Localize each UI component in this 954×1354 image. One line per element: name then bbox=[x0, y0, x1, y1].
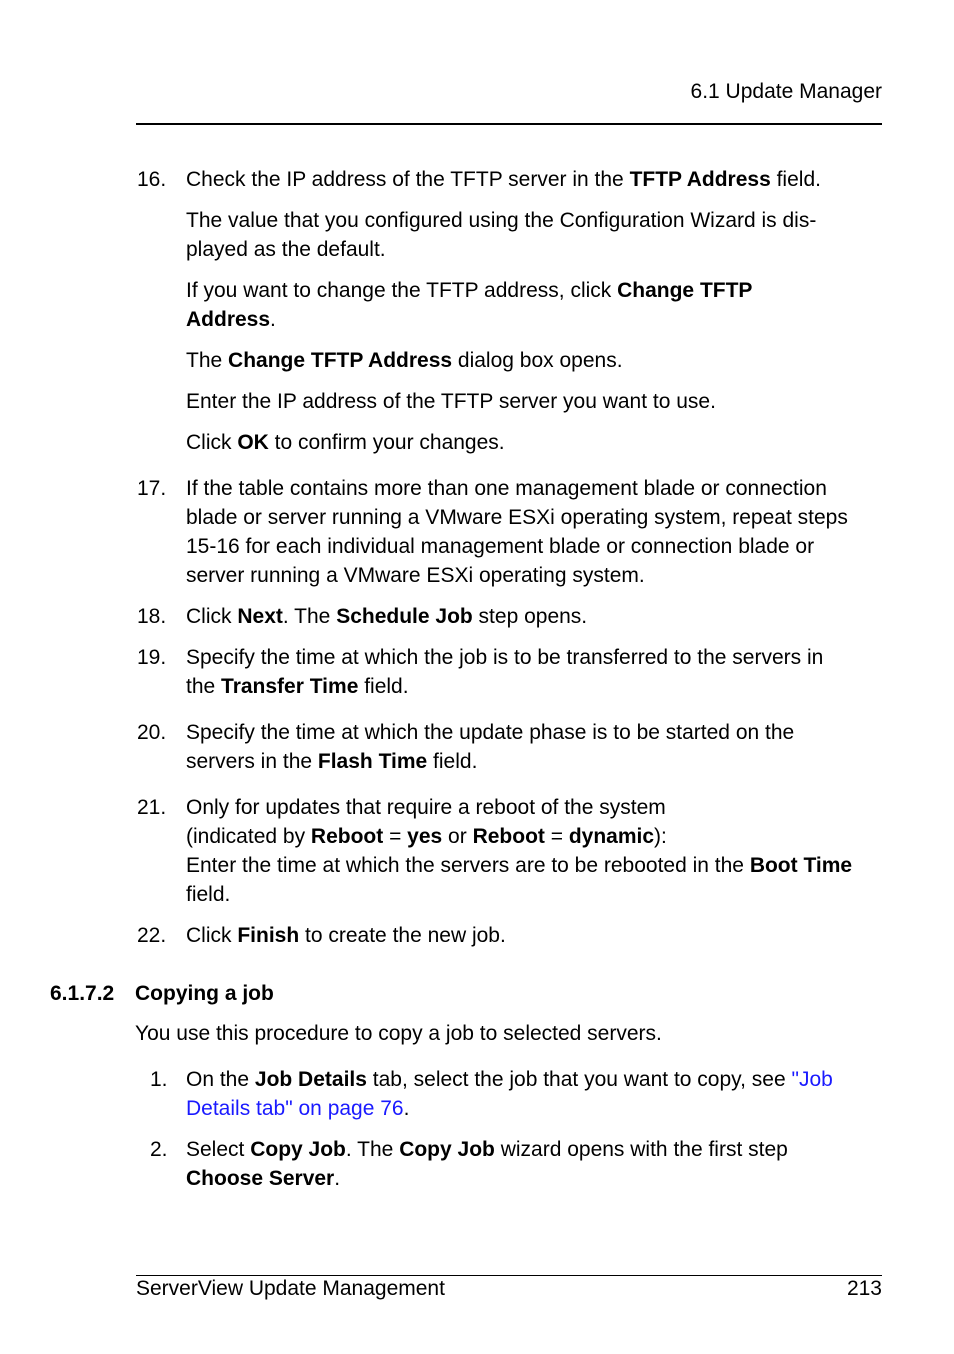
footer-product: ServerView Update Management bbox=[136, 1277, 445, 1300]
step-20-line: Specify the time at which the update phase is to be started on the bbox=[186, 721, 795, 744]
step-21-line: field. bbox=[186, 883, 231, 906]
step-16-detail-line: played as the default. bbox=[186, 238, 386, 261]
job-details-link[interactable]: "Job bbox=[791, 1068, 833, 1091]
step-21-line: Only for updates that require a reboot of the system bbox=[186, 796, 666, 819]
step-16-enter-line: Enter the IP address of the TFTP server you want to use. bbox=[186, 390, 716, 413]
page-number: 213 bbox=[846, 1277, 882, 1300]
step-17-line: 15-16 for each individual management blade or connection blade or bbox=[186, 535, 815, 558]
step-number: 17. bbox=[137, 477, 167, 500]
step-17-line: blade or server running a VMware ESXi operating system, repeat steps bbox=[186, 506, 848, 529]
step-17-line: If the table contains more than one management blade or connection bbox=[186, 477, 827, 500]
step-19-line: Specify the time at which the job is to be transferred to the servers in bbox=[186, 646, 824, 669]
section-heading bbox=[50, 979, 274, 1008]
step-number: 20. bbox=[137, 721, 167, 744]
job-details-link[interactable]: Details tab" on page 76 bbox=[186, 1097, 404, 1120]
step-16-change-line: If you want to change the TFTP address, click Change TFTP bbox=[186, 279, 753, 302]
step-number: 18. bbox=[137, 605, 167, 628]
step-19-line: the Transfer Time field. bbox=[186, 675, 409, 698]
copy-step-2-line: Select Copy Job. The Copy Job wizard opens with the first step bbox=[186, 1138, 788, 1161]
step-17-line: server running a VMware ESXi operating system. bbox=[186, 564, 645, 587]
step-number: 1. bbox=[150, 1068, 168, 1091]
step-number: 2. bbox=[150, 1138, 168, 1161]
step-number: 16. bbox=[137, 168, 167, 191]
running-header: 6.1 Update Manager bbox=[690, 80, 882, 103]
step-16-text: Check the IP address of the TFTP server in the TFTP Address field. bbox=[186, 168, 821, 191]
section-title: Copying a job bbox=[135, 982, 274, 1005]
section-intro: You use this procedure to copy a job to selected servers. bbox=[135, 1022, 662, 1045]
step-number: 21. bbox=[137, 796, 167, 819]
step-16-change-line: Address. bbox=[186, 308, 276, 331]
copy-step-1-line: Details tab" on page 76. bbox=[186, 1097, 410, 1120]
copy-step-1-line: On the Job Details tab, select the job that you want to copy, see "Job bbox=[186, 1068, 833, 1091]
step-16-detail-line: The value that you configured using the Configuration Wizard is dis- bbox=[186, 209, 817, 232]
copy-step-2-line: Choose Server. bbox=[186, 1167, 341, 1190]
step-20-line: servers in the Flash Time field. bbox=[186, 750, 478, 773]
step-21-line: Enter the time at which the servers are to be rebooted in the Boot Time bbox=[186, 854, 853, 877]
step-22-text: Click Finish to create the new job. bbox=[186, 924, 506, 947]
step-16-dialog-line: The Change TFTP Address dialog box opens. bbox=[186, 349, 623, 372]
section-number: 6.1.7.2 bbox=[50, 982, 115, 1005]
step-number: 22. bbox=[137, 924, 167, 947]
step-18-text: Click Next. The Schedule Job step opens. bbox=[186, 605, 588, 628]
step-number: 19. bbox=[137, 646, 167, 669]
step-21-line: (indicated by Reboot = yes or Reboot = dynamic): bbox=[186, 825, 667, 848]
step-16-confirm-line: Click OK to confirm your changes. bbox=[186, 431, 505, 454]
header-rule bbox=[136, 123, 882, 125]
